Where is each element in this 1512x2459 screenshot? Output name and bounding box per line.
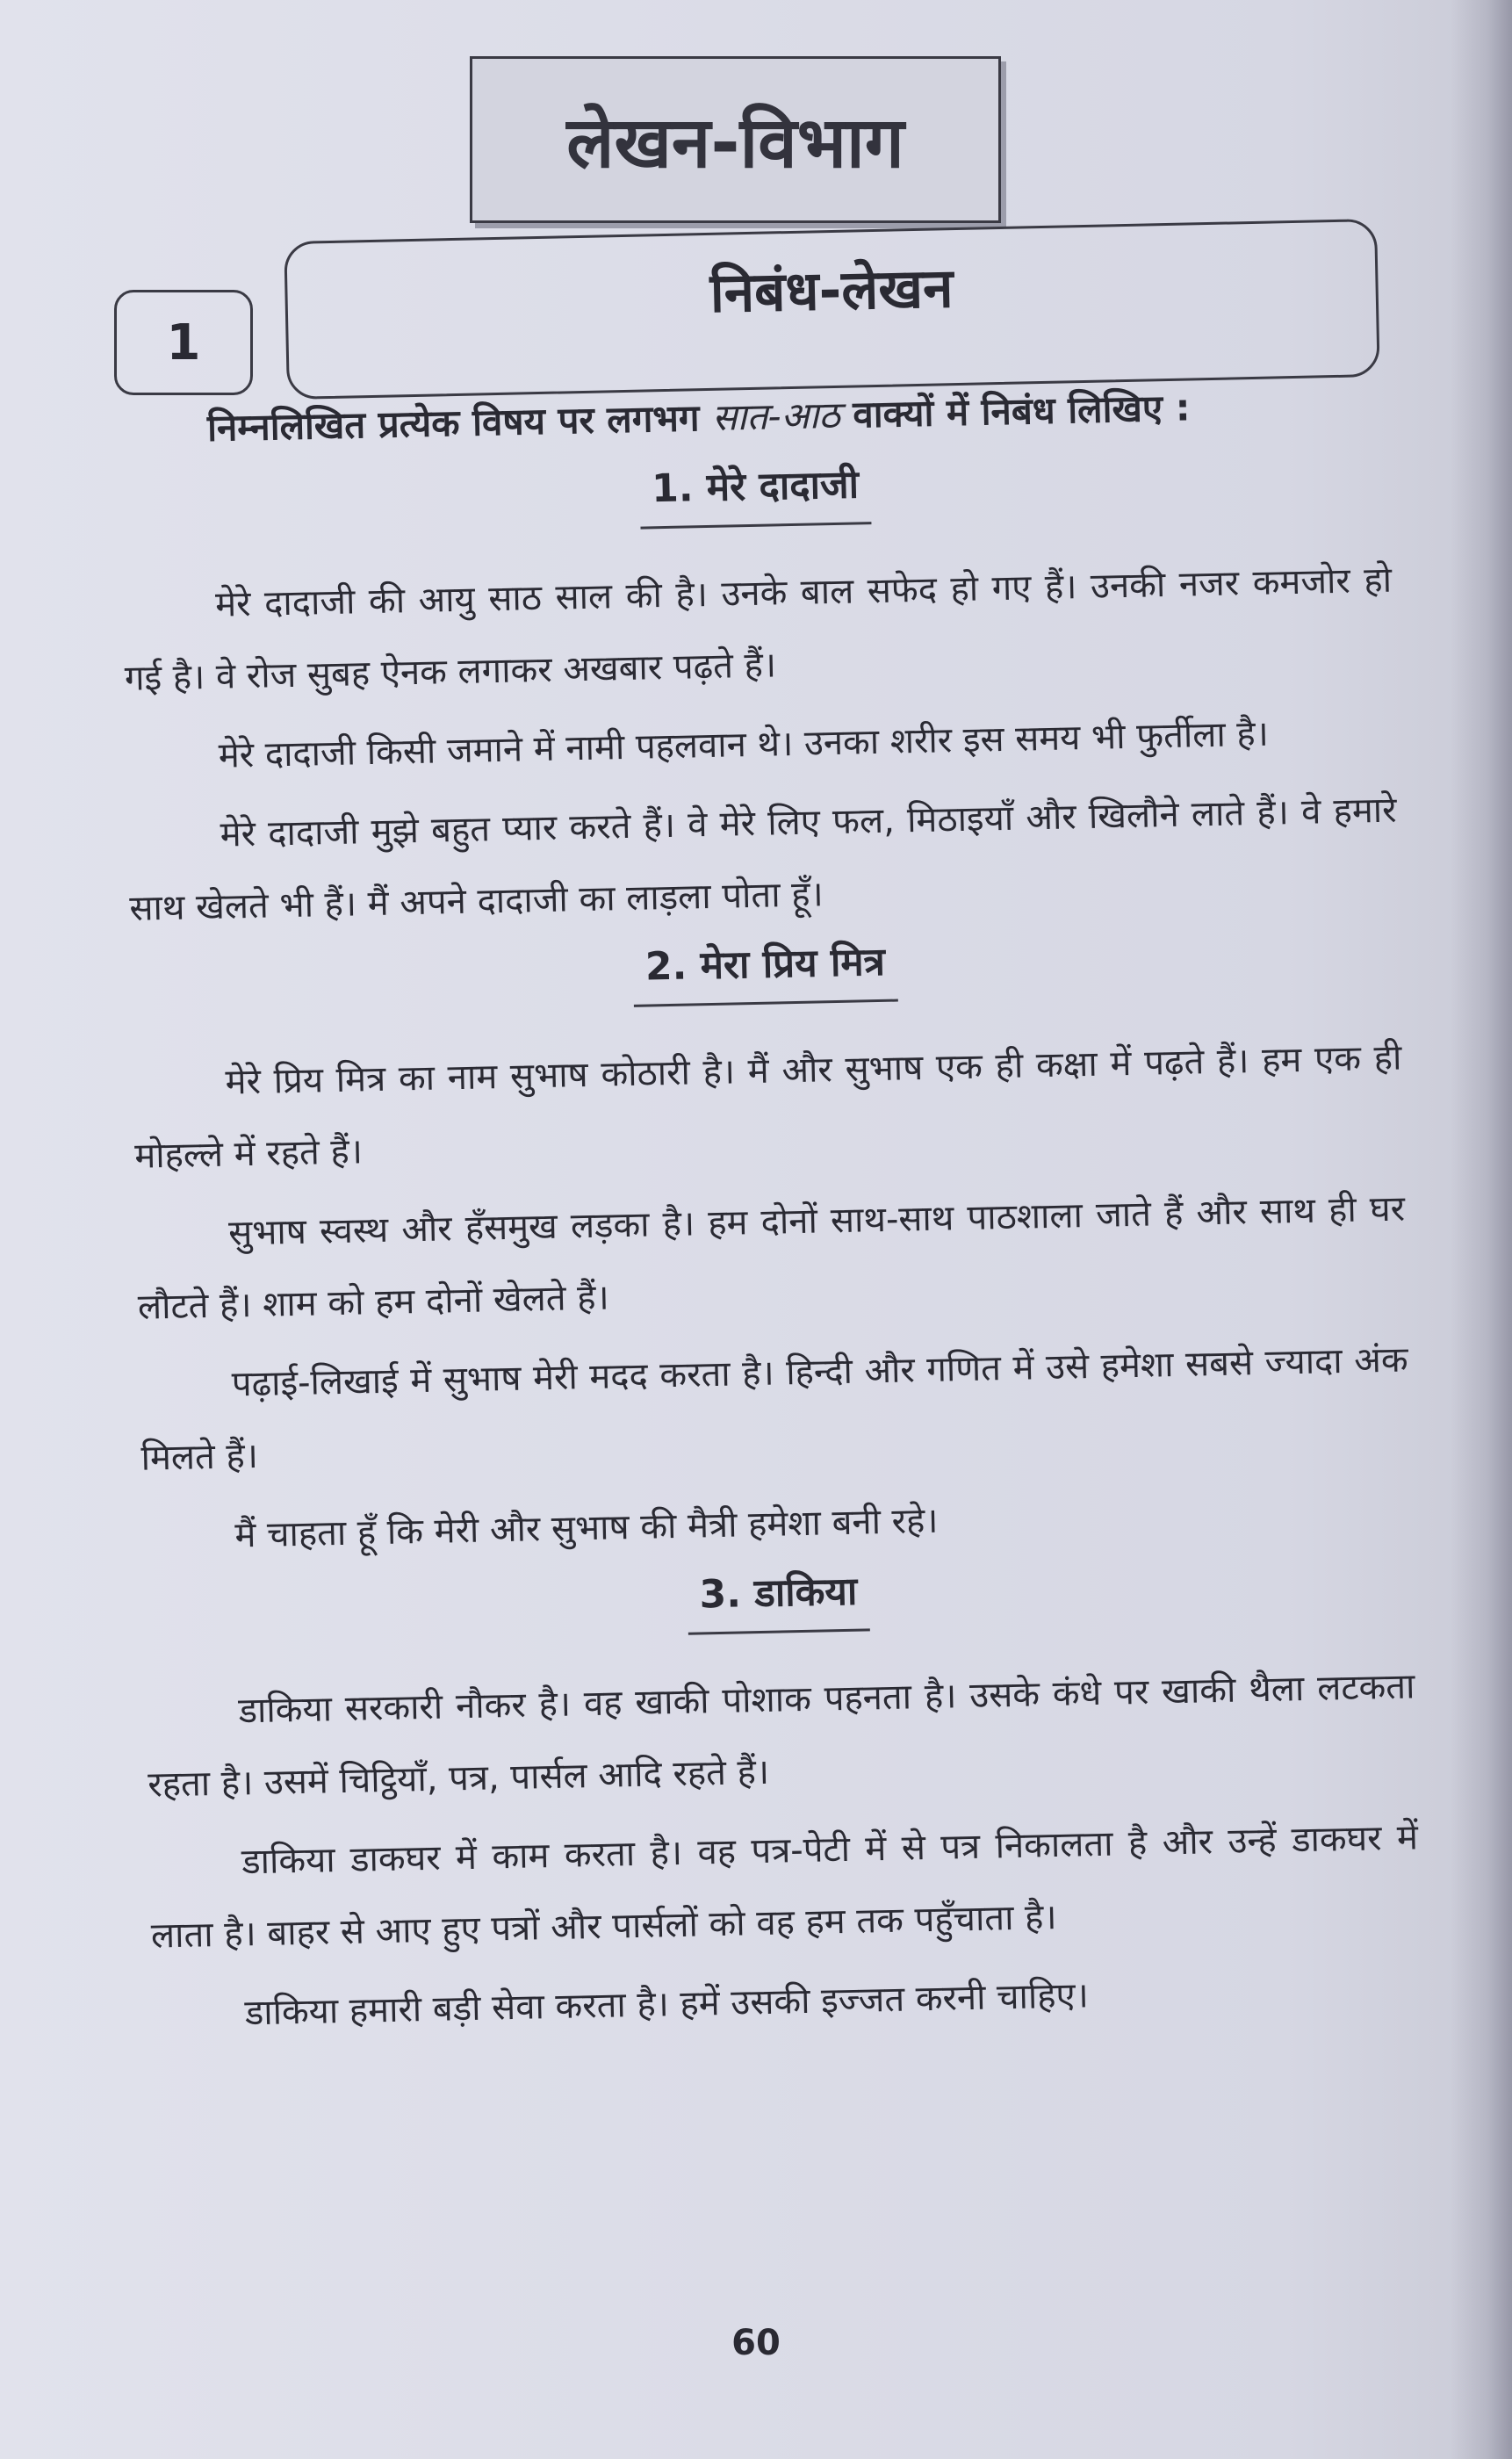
paragraph: मैं चाहता हूँ कि मेरी और सुभाष की मैत्री हमेशा बनी रहे।: [234, 1500, 939, 1556]
instruction-before: निम्नलिखित प्रत्येक विषय पर लगभग: [206, 395, 713, 450]
chapter-number: 1: [166, 314, 201, 371]
instruction-emphasis: सात-आठ: [711, 393, 841, 439]
instruction-after: वाक्यों में निबंध लिखिए :: [839, 386, 1191, 436]
chapter-title: निबंध-लेखन: [709, 256, 954, 325]
paragraph: मेरे दादाजी मुझे बहुत प्यार करते हैं। वे मेरे लिए फल, मिठाइयाँ और खिलौने लाते हैं। वे हमारे साथ खेलते भी हैं। मैं अपने दादाजी का लाड़ला पोता हूँ।: [128, 790, 1397, 929]
paragraph: मेरे दादाजी की आयु साठ साल की है। उनके बाल सफेद हो गए हैं। उनकी नजर कमजोर हो गई है। वे रोज सुबह ऐनक लगाकर अखबार पढ़ते हैं।: [124, 559, 1393, 699]
paragraph: मेरे दादाजी किसी जमाने में नामी पहलवान थे। उनका शरीर इस समय भी फुर्तीला है।: [218, 713, 1270, 776]
essay-heading-text: 2. मेरा प्रिय मित्र: [632, 936, 897, 1007]
paragraph: मेरे प्रिय मित्र का नाम सुभाष कोठारी है। मैं और सुभाष एक ही कक्षा में पढ़ते हैं। हम एक ही मोहल्ले में रहते हैं।: [133, 1037, 1402, 1177]
page-number: 60: [731, 2323, 781, 2363]
paragraph: डाकिया सरकारी नौकर है। वह खाकी पोशाक पहनता है। उसके कंधे पर खाकी थैला लटकता रहता है। उसमें चिट्ठियाँ, पत्र, पार्सल आदि रहते हैं।: [147, 1666, 1415, 1806]
essay-heading-text: 3. डाकिया: [687, 1565, 870, 1634]
paragraph: पढ़ाई-लिखाई में सुभाष मेरी मदद करता है। हिन्दी और गणित में उसे हमेशा सबसे ज्यादा अंक मिलते हैं।: [140, 1339, 1409, 1479]
paragraph: डाकिया हमारी बड़ी सेवा करता है। हमें उसकी इज्जत करनी चाहिए।: [244, 1975, 1090, 2034]
chapter-number-box: [114, 290, 253, 395]
essay-1: [120, 448, 1399, 945]
essay-3: [143, 1554, 1422, 2051]
paragraph: डाकिया डाकघर में काम करता है। वह पत्र-पेटी में से पत्र निकालता है और उन्हें डाकघर में लाता है। बाहर से आए हुए पत्रों और पार्सलों को वह हम तक पहुँचाता है।: [150, 1817, 1419, 1957]
section-title-box: [470, 56, 1001, 223]
page-edge-shadow: [1451, 0, 1512, 2459]
essay-2: [130, 926, 1412, 1574]
section-title: लेखन-विभाग: [566, 101, 904, 184]
page-content: [119, 360, 1422, 2059]
paragraph: सुभाष स्वस्थ और हँसमुख लड़का है। हम दोनों साथ-साथ पाठशाला जाते हैं और साथ ही घर लौटते हैं। शाम को हम दोनों खेलते हैं।: [137, 1188, 1406, 1328]
essay-heading-text: 1. मेरे दादाजी: [639, 458, 872, 530]
